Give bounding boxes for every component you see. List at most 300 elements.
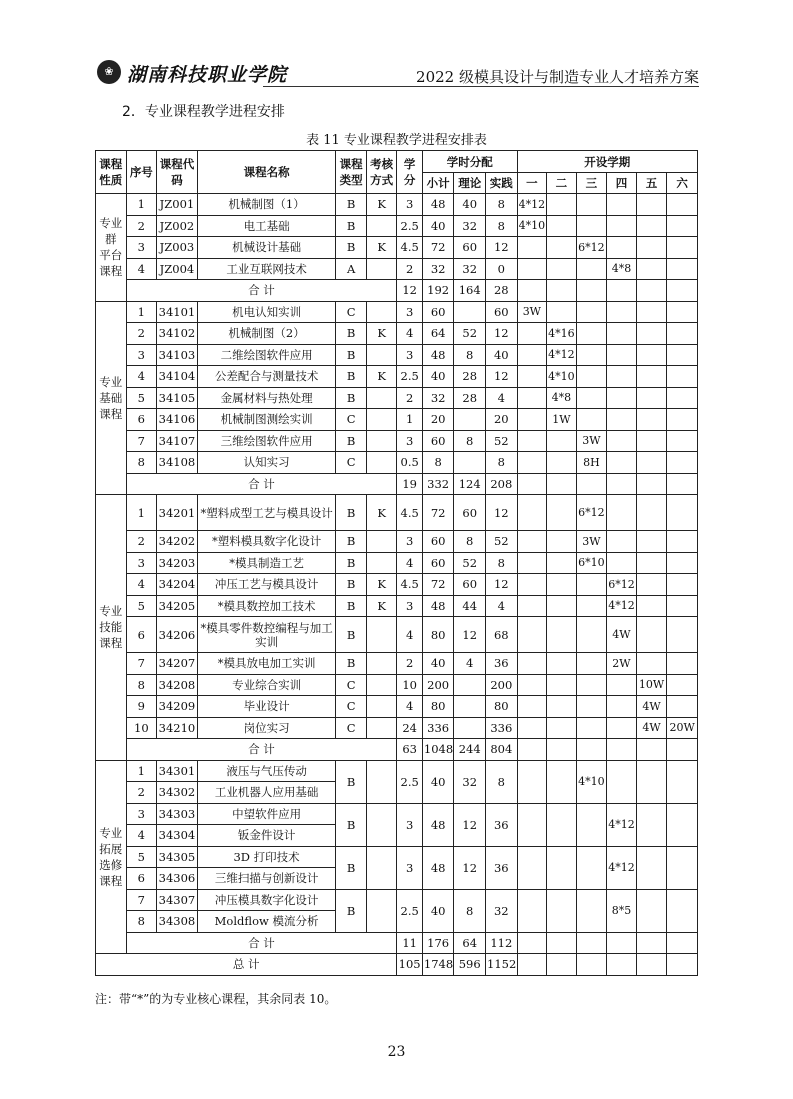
table-row — [96, 301, 698, 323]
header-name: 课程名称 — [197, 151, 336, 194]
code-cell: JZ001 — [157, 194, 198, 216]
header-semester-6: 六 — [667, 173, 698, 194]
seq-cell: 5 — [126, 595, 157, 617]
course-name-cell: 3D 打印技术 — [197, 846, 336, 868]
table-caption: 表 11 专业课程教学进程安排表 — [306, 133, 487, 148]
semester-cell — [607, 760, 637, 803]
semester-cell — [636, 301, 667, 323]
semester-cell — [576, 258, 607, 280]
semester-cell — [576, 344, 607, 366]
semester-cell — [517, 739, 547, 761]
exam-cell — [366, 696, 397, 718]
hours-theory-cell: 8 — [454, 889, 486, 932]
exam-cell: K — [366, 237, 397, 259]
semester-cell: 8*5 — [607, 889, 637, 932]
exam-cell — [366, 674, 397, 696]
hours-practice-cell: 36 — [486, 846, 518, 889]
type-cell: B — [336, 803, 367, 846]
subtotal-theory: 164 — [454, 280, 486, 302]
table-row — [96, 674, 698, 696]
type-cell: B — [336, 617, 367, 653]
page-number: 23 — [387, 1044, 406, 1060]
type-cell: B — [336, 323, 367, 345]
type-cell: B — [336, 215, 367, 237]
code-cell: 34102 — [157, 323, 198, 345]
table-row — [96, 803, 698, 825]
type-cell: C — [336, 301, 367, 323]
semester-cell — [547, 452, 577, 474]
semester-cell — [607, 323, 637, 345]
semester-cell: 3W — [576, 430, 607, 452]
seq-cell: 6 — [126, 409, 157, 431]
semester-cell — [636, 954, 667, 976]
semester-cell — [667, 696, 698, 718]
semester-cell — [667, 760, 698, 803]
code-cell: 34106 — [157, 409, 198, 431]
code-cell: JZ002 — [157, 215, 198, 237]
semester-cell — [667, 846, 698, 889]
semester-cell — [636, 366, 667, 388]
semester-cell: 3W — [517, 301, 547, 323]
code-cell: 34306 — [157, 868, 198, 890]
exam-cell — [366, 803, 397, 846]
header-semesters-group: 开设学期 — [517, 151, 697, 173]
exam-cell — [366, 531, 397, 553]
hours-theory-cell: 4 — [454, 653, 486, 675]
category-cell: 专业 技能 课程 — [96, 495, 127, 761]
hours-practice-cell: 8 — [486, 552, 518, 574]
seq-cell: 5 — [126, 387, 157, 409]
credit-cell: 3 — [397, 344, 422, 366]
course-name-cell: 机械制图测绘实训 — [197, 409, 336, 431]
semester-cell — [667, 323, 698, 345]
code-cell: 34101 — [157, 301, 198, 323]
seq-cell: 5 — [126, 846, 157, 868]
exam-cell — [366, 889, 397, 932]
hours-practice-cell: 36 — [486, 803, 518, 846]
hours-practice-cell: 12 — [486, 237, 518, 259]
exam-cell — [366, 653, 397, 675]
semester-cell — [636, 595, 667, 617]
semester-cell — [576, 574, 607, 596]
semester-cell — [636, 280, 667, 302]
semester-cell — [636, 653, 667, 675]
subtotal-row — [96, 280, 698, 302]
course-name-cell: 电工基础 — [197, 215, 336, 237]
hours-theory-cell: 44 — [454, 595, 486, 617]
hours-total-cell: 64 — [422, 323, 454, 345]
hours-theory-cell: 52 — [454, 323, 486, 345]
exam-cell — [366, 846, 397, 889]
credit-cell: 4.5 — [397, 574, 422, 596]
semester-cell — [636, 739, 667, 761]
code-cell: 34104 — [157, 366, 198, 388]
course-name-cell: Moldflow 模流分析 — [197, 911, 336, 933]
table-row — [96, 717, 698, 739]
subtotal-total: 176 — [422, 932, 454, 954]
hours-practice-cell: 4 — [486, 595, 518, 617]
hours-total-cell: 48 — [422, 194, 454, 216]
hours-practice-cell: 52 — [486, 531, 518, 553]
credit-cell: 3 — [397, 430, 422, 452]
semester-cell — [547, 889, 577, 932]
hours-practice-cell: 60 — [486, 301, 518, 323]
hours-theory-cell: 40 — [454, 194, 486, 216]
semester-cell — [636, 258, 667, 280]
seq-cell: 10 — [126, 717, 157, 739]
type-cell: B — [336, 194, 367, 216]
semester-cell — [547, 495, 577, 531]
hours-total-cell: 336 — [422, 717, 454, 739]
course-name-cell: 公差配合与测量技术 — [197, 366, 336, 388]
category-cell: 专业 基础 课程 — [96, 301, 127, 495]
exam-cell: K — [366, 495, 397, 531]
course-name-cell: 毕业设计 — [197, 696, 336, 718]
semester-cell — [517, 258, 547, 280]
credit-cell: 4.5 — [397, 237, 422, 259]
semester-cell — [636, 932, 667, 954]
subtotal-practice: 28 — [486, 280, 518, 302]
hours-practice-cell: 200 — [486, 674, 518, 696]
semester-cell — [547, 194, 577, 216]
table-row — [96, 846, 698, 868]
semester-cell — [667, 452, 698, 474]
code-cell: 34303 — [157, 803, 198, 825]
semester-cell — [517, 617, 547, 653]
semester-cell — [607, 387, 637, 409]
table-row — [96, 495, 698, 531]
course-schedule-table — [95, 150, 698, 976]
header-hours-theory: 理论 — [454, 173, 486, 194]
hours-theory-cell: 12 — [454, 617, 486, 653]
semester-cell: 4*10 — [517, 215, 547, 237]
hours-total-cell: 60 — [422, 430, 454, 452]
semester-cell — [667, 237, 698, 259]
semester-cell: 6*10 — [576, 552, 607, 574]
type-cell: B — [336, 552, 367, 574]
hours-theory-cell: 60 — [454, 574, 486, 596]
semester-cell — [517, 452, 547, 474]
code-cell: 34305 — [157, 846, 198, 868]
table-note: 注：带“*”的为专业核心课程，其余同表 10。 — [95, 992, 337, 1006]
hours-theory-cell: 32 — [454, 760, 486, 803]
hours-theory-cell: 32 — [454, 258, 486, 280]
semester-cell: 4*12 — [547, 344, 577, 366]
subtotal-theory: 64 — [454, 932, 486, 954]
seq-cell: 1 — [126, 301, 157, 323]
hours-theory-cell: 28 — [454, 387, 486, 409]
semester-cell — [547, 653, 577, 675]
type-cell: B — [336, 344, 367, 366]
hours-total-cell: 48 — [422, 344, 454, 366]
credit-cell: 3 — [397, 531, 422, 553]
hours-theory-cell: 12 — [454, 803, 486, 846]
semester-cell — [667, 531, 698, 553]
semester-cell — [517, 552, 547, 574]
semester-cell — [667, 430, 698, 452]
semester-cell — [517, 531, 547, 553]
course-name-cell: 机械制图（1） — [197, 194, 336, 216]
course-name-cell: 液压与气压传动 — [197, 760, 336, 782]
seq-cell: 3 — [126, 237, 157, 259]
subtotal-theory: 124 — [454, 473, 486, 495]
semester-cell — [547, 803, 577, 846]
semester-cell — [547, 739, 577, 761]
semester-cell: 4*12 — [607, 846, 637, 889]
semester-cell: 4*8 — [607, 258, 637, 280]
table-row — [96, 595, 698, 617]
code-cell: 34105 — [157, 387, 198, 409]
hours-practice-cell: 4 — [486, 387, 518, 409]
seq-cell: 6 — [126, 868, 157, 890]
semester-cell — [547, 237, 577, 259]
semester-cell — [667, 889, 698, 932]
exam-cell — [366, 430, 397, 452]
hours-theory-cell — [454, 301, 486, 323]
header-semester-1: 一 — [517, 173, 547, 194]
table-row — [96, 889, 698, 911]
subtotal-practice: 112 — [486, 932, 518, 954]
semester-cell — [517, 473, 547, 495]
school-logo-icon: ❀ — [97, 60, 121, 84]
course-name-cell: 二维绘图软件应用 — [197, 344, 336, 366]
hours-total-cell: 72 — [422, 237, 454, 259]
exam-cell: K — [366, 194, 397, 216]
seq-cell: 8 — [126, 674, 157, 696]
subtotal-theory: 244 — [454, 739, 486, 761]
subtotal-practice: 804 — [486, 739, 518, 761]
semester-cell — [547, 760, 577, 803]
semester-cell — [547, 696, 577, 718]
semester-cell — [547, 846, 577, 889]
course-name-cell: 机械制图（2） — [197, 323, 336, 345]
credit-cell: 3 — [397, 194, 422, 216]
grand-total-label: 总 计 — [96, 954, 397, 976]
semester-cell — [517, 717, 547, 739]
credit-cell: 10 — [397, 674, 422, 696]
hours-total-cell: 48 — [422, 803, 454, 846]
semester-cell — [517, 954, 547, 976]
semester-cell — [576, 366, 607, 388]
course-name-cell: 冲压模具数字化设计 — [197, 889, 336, 911]
seq-cell: 2 — [126, 782, 157, 804]
table-row — [96, 215, 698, 237]
hours-practice-cell: 12 — [486, 366, 518, 388]
credit-cell: 2.5 — [397, 215, 422, 237]
type-cell: B — [336, 430, 367, 452]
code-cell: 34201 — [157, 495, 198, 531]
table-row — [96, 552, 698, 574]
code-cell: 34301 — [157, 760, 198, 782]
credit-cell: 3 — [397, 803, 422, 846]
semester-cell — [607, 194, 637, 216]
semester-cell — [667, 280, 698, 302]
course-name-cell: 认知实习 — [197, 452, 336, 474]
semester-cell — [667, 344, 698, 366]
course-name-cell: 工业机器人应用基础 — [197, 782, 336, 804]
credit-cell: 2 — [397, 387, 422, 409]
hours-practice-cell: 40 — [486, 344, 518, 366]
semester-cell: 4*10 — [547, 366, 577, 388]
semester-cell — [547, 552, 577, 574]
subtotal-total: 1048 — [422, 739, 454, 761]
exam-cell — [366, 409, 397, 431]
hours-theory-cell: 60 — [454, 237, 486, 259]
hours-theory-cell — [454, 452, 486, 474]
hours-theory-cell — [454, 696, 486, 718]
semester-cell — [607, 452, 637, 474]
semester-cell: 4*12 — [517, 194, 547, 216]
grand-total-theory: 596 — [454, 954, 486, 976]
seq-cell: 8 — [126, 911, 157, 933]
semester-cell: 8H — [576, 452, 607, 474]
code-cell: 34304 — [157, 825, 198, 847]
semester-cell — [607, 473, 637, 495]
semester-cell: 6*12 — [576, 237, 607, 259]
seq-cell: 2 — [126, 323, 157, 345]
exam-cell — [366, 760, 397, 803]
credit-cell: 3 — [397, 846, 422, 889]
semester-cell: 10W — [636, 674, 667, 696]
exam-cell: K — [366, 366, 397, 388]
header-seq: 序号 — [126, 151, 157, 194]
semester-cell — [547, 954, 577, 976]
semester-cell — [667, 954, 698, 976]
semester-cell — [576, 595, 607, 617]
seq-cell: 1 — [126, 194, 157, 216]
semester-cell — [607, 409, 637, 431]
semester-cell — [576, 301, 607, 323]
semester-cell: 6*12 — [607, 574, 637, 596]
course-name-cell: *塑料模具数字化设计 — [197, 531, 336, 553]
semester-cell — [667, 803, 698, 846]
semester-cell — [517, 495, 547, 531]
semester-cell: 2W — [607, 653, 637, 675]
hours-practice-cell: 80 — [486, 696, 518, 718]
course-name-cell: 三维扫描与创新设计 — [197, 868, 336, 890]
hours-theory-cell: 60 — [454, 495, 486, 531]
hours-theory-cell: 12 — [454, 846, 486, 889]
semester-cell — [667, 194, 698, 216]
credit-cell: 2.5 — [397, 760, 422, 803]
subtotal-label: 合 计 — [126, 932, 397, 954]
hours-practice-cell: 20 — [486, 409, 518, 431]
semester-cell — [607, 674, 637, 696]
subtotal-row — [96, 739, 698, 761]
hours-practice-cell: 52 — [486, 430, 518, 452]
semester-cell — [576, 215, 607, 237]
semester-cell: 4*10 — [576, 760, 607, 803]
semester-cell — [607, 531, 637, 553]
semester-cell — [607, 696, 637, 718]
code-cell: 34209 — [157, 696, 198, 718]
type-cell: A — [336, 258, 367, 280]
course-name-cell: 冲压工艺与模具设计 — [197, 574, 336, 596]
credit-cell: 0.5 — [397, 452, 422, 474]
header-semester-2: 二 — [547, 173, 577, 194]
seq-cell: 3 — [126, 344, 157, 366]
header-credit: 学分 — [397, 151, 422, 194]
type-cell: B — [336, 495, 367, 531]
semester-cell — [636, 237, 667, 259]
course-name-cell: 中望软件应用 — [197, 803, 336, 825]
code-cell: 34302 — [157, 782, 198, 804]
semester-cell — [547, 258, 577, 280]
hours-total-cell: 40 — [422, 653, 454, 675]
grand-total-row — [96, 954, 698, 976]
code-cell: 34207 — [157, 653, 198, 675]
semester-cell — [636, 323, 667, 345]
code-cell: JZ004 — [157, 258, 198, 280]
seq-cell: 6 — [126, 617, 157, 653]
subtotal-label: 合 计 — [126, 473, 397, 495]
hours-theory-cell: 8 — [454, 430, 486, 452]
code-cell: 34202 — [157, 531, 198, 553]
code-cell: 34107 — [157, 430, 198, 452]
semester-cell: 1W — [547, 409, 577, 431]
subtotal-credit: 19 — [397, 473, 422, 495]
grand-total-credit: 105 — [397, 954, 422, 976]
semester-cell — [517, 574, 547, 596]
hours-practice-cell: 12 — [486, 495, 518, 531]
semester-cell — [547, 280, 577, 302]
semester-cell — [576, 954, 607, 976]
type-cell: B — [336, 366, 367, 388]
exam-cell — [366, 258, 397, 280]
credit-cell: 3 — [397, 301, 422, 323]
hours-practice-cell: 8 — [486, 194, 518, 216]
credit-cell: 4.5 — [397, 495, 422, 531]
semester-cell — [607, 344, 637, 366]
semester-cell: 4*8 — [547, 387, 577, 409]
subtotal-credit: 12 — [397, 280, 422, 302]
semester-cell: 4W — [607, 617, 637, 653]
hours-total-cell: 200 — [422, 674, 454, 696]
semester-cell — [636, 531, 667, 553]
credit-cell: 2.5 — [397, 889, 422, 932]
semester-cell — [517, 932, 547, 954]
hours-total-cell: 48 — [422, 846, 454, 889]
header-divider — [263, 86, 699, 87]
table-row — [96, 366, 698, 388]
semester-cell — [667, 552, 698, 574]
semester-cell — [607, 430, 637, 452]
type-cell: B — [336, 531, 367, 553]
semester-cell — [547, 717, 577, 739]
seq-cell: 2 — [126, 531, 157, 553]
course-name-cell: 专业综合实训 — [197, 674, 336, 696]
semester-cell — [607, 366, 637, 388]
semester-cell — [667, 495, 698, 531]
credit-cell: 2.5 — [397, 366, 422, 388]
hours-practice-cell: 32 — [486, 889, 518, 932]
semester-cell — [667, 617, 698, 653]
table-row — [96, 387, 698, 409]
hours-theory-cell: 8 — [454, 344, 486, 366]
code-cell: 34206 — [157, 617, 198, 653]
seq-cell: 9 — [126, 696, 157, 718]
grand-total-total: 1748 — [422, 954, 454, 976]
semester-cell — [607, 739, 637, 761]
type-cell: B — [336, 889, 367, 932]
semester-cell — [517, 366, 547, 388]
code-cell: 34208 — [157, 674, 198, 696]
exam-cell: K — [366, 595, 397, 617]
semester-cell — [576, 280, 607, 302]
seq-cell: 4 — [126, 366, 157, 388]
hours-practice-cell: 0 — [486, 258, 518, 280]
seq-cell: 4 — [126, 825, 157, 847]
